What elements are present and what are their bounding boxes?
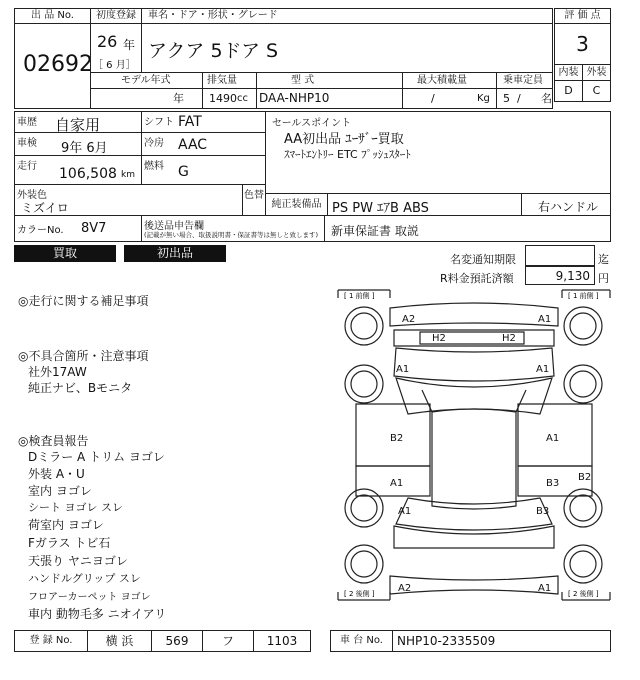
car-desc-label-box: [141, 8, 553, 24]
reg-class-box: [151, 630, 203, 652]
color-no-value: 8V7: [81, 221, 107, 236]
fuel-label: 燃料: [144, 161, 164, 172]
first-listing-bar: [124, 245, 226, 262]
fuel-box: [141, 155, 266, 185]
first-reg-month: ［ 6 月］: [93, 60, 136, 71]
mileage-box: [14, 155, 142, 185]
inspection-label: 車検: [17, 138, 37, 149]
recycle-unit: 円: [598, 272, 609, 285]
inspector-line: フロアーカーペット ヨゴレ: [28, 592, 151, 603]
warranty-box: [324, 215, 611, 242]
exterior-color-value: ミズイロ: [21, 201, 69, 215]
first-reg-label: 初度登録: [96, 10, 136, 21]
chassis-no: NHP10-2335509: [397, 634, 496, 648]
corner-label-rear-right: [ 2 後側 ]: [568, 590, 599, 598]
grade-box: [554, 23, 611, 65]
exterior-grade: C: [592, 84, 601, 97]
max-load-label: 最大積載量: [417, 75, 467, 86]
ac-value: AAC: [178, 137, 208, 153]
equipment-box: [327, 193, 522, 216]
warranty-value: 新車保証書 取説: [331, 224, 419, 238]
interior-label-box: [554, 64, 583, 81]
mark-right-side: B2: [578, 472, 592, 483]
first-reg-year-unit: 年: [123, 38, 136, 52]
equipment-value: PS PW ｴｱB ABS: [332, 201, 429, 216]
recycle-label: R料金預託済額: [440, 272, 514, 285]
displacement-label: 排気量: [207, 75, 237, 86]
recycle-box: [525, 266, 595, 285]
reg-class: 569: [165, 634, 189, 648]
reg-number: 1103: [266, 634, 298, 648]
corner-label-rear-left: [ 2 後側 ]: [344, 590, 375, 598]
mark-rear-bumper-right: A1: [538, 583, 552, 594]
sales-point-line: ｽﾏｰﾄｴﾝﾄﾘｰ ETC ﾌﾟｯｼｭｽﾀｰﾄ: [284, 148, 411, 161]
mark-right-front-door: A1: [546, 433, 560, 444]
mark-left-front-door: B2: [390, 433, 404, 444]
exterior-grade-box: [582, 80, 611, 102]
mark-right-rear-door: B3: [546, 478, 560, 489]
reg-label-box: [14, 630, 88, 652]
capacity-sep: /: [517, 92, 521, 105]
mark-left-rear-fender: A1: [398, 506, 412, 517]
lot-number-box: [14, 23, 91, 109]
interior-grade-box: [554, 80, 583, 102]
grade-label-box: [554, 8, 611, 24]
equipment-label-box: [265, 193, 328, 216]
defect-line: 社外17AW: [28, 365, 87, 379]
shift-box: [141, 111, 266, 133]
mark-front-grille-right: H2: [502, 333, 516, 344]
first-reg-year: 26: [97, 32, 118, 51]
defect-line: 純正ナビ、Bモニタ: [28, 381, 133, 395]
interior-label: 内装: [558, 67, 579, 78]
car-name-box: [141, 23, 553, 73]
mark-left-front-fender: A1: [396, 364, 410, 375]
name-change-unit: 迄: [598, 253, 609, 266]
exterior-color-label: 外装色: [17, 190, 47, 201]
displacement-unit: cc: [237, 93, 248, 104]
capacity-value: 5: [503, 92, 510, 105]
ac-box: [141, 132, 266, 156]
exterior-label-box: [582, 64, 611, 81]
inspector-line: 荷室内 ヨゴレ: [28, 518, 104, 532]
mark-left-rear-door: A1: [390, 478, 404, 489]
reg-area-box: [87, 630, 152, 652]
inspector-line: ハンドルグリップ スレ: [28, 572, 141, 585]
chassis-label-box: [330, 630, 393, 652]
sales-points-label: セールスポイント: [272, 118, 352, 129]
handle-box: [521, 193, 611, 216]
defects-title: ◎不具合箇所・注意事項: [18, 349, 149, 363]
sales-points-box: [265, 111, 611, 194]
post-docs-box: [141, 215, 325, 242]
mark-right-rear-fender: B3: [536, 506, 550, 517]
exterior-color-box: [14, 184, 243, 216]
grade-label: 評 価 点: [564, 10, 601, 21]
exterior-label: 外装: [586, 67, 607, 78]
car-diagram: [334, 286, 614, 604]
history-value: 自家用: [55, 116, 101, 134]
lot-number: 02692: [23, 52, 93, 77]
name-change-box: [525, 245, 595, 266]
model-code: DAA-NHP10: [259, 91, 330, 105]
inspector-title: ◎検査員報告: [18, 434, 89, 448]
mark-front-bumper-left: A2: [402, 314, 416, 325]
buy-label: 買取: [52, 246, 77, 260]
reg-kana: フ: [221, 634, 234, 648]
chassis-label: 車 台 No.: [340, 635, 383, 646]
post-docs-note: (記載が無い場合、取扱説明書・保証書等は無しと致します): [144, 231, 319, 239]
displacement-value: 1490: [209, 92, 237, 105]
mark-front-grille-left: H2: [432, 333, 446, 344]
mileage-label: 走行: [17, 161, 37, 172]
shift-value: FAT: [178, 114, 202, 130]
capacity-label: 乗車定員: [503, 75, 543, 86]
fuel-value: G: [178, 164, 189, 180]
mark-rear-bumper-left: A2: [398, 583, 412, 594]
inspector-line: Dミラー A トリム ヨゴレ: [28, 450, 165, 464]
car-name: アクア 5ドア S: [148, 40, 279, 62]
spec-header-row: [90, 72, 553, 89]
first-reg-label-box: [90, 8, 142, 24]
handle-value: 右ハンドル: [538, 200, 599, 214]
corner-label-front-right: [ 1 前側 ]: [568, 292, 599, 300]
driving-notes-title: ◎走行に関する補足事項: [18, 294, 149, 308]
year-box: [90, 23, 142, 73]
interior-grade: D: [564, 84, 573, 97]
inspector-line: 室内 ヨゴレ: [28, 484, 92, 498]
model-year-label: モデル年式: [121, 75, 171, 86]
inspector-line: 車内 動物毛多 ニオイアリ: [28, 607, 167, 621]
reg-number-box: [253, 630, 311, 652]
name-change-label: 名変通知期限: [450, 253, 516, 266]
model-year-unit: 年: [173, 92, 184, 105]
post-docs-label: 後送品申告欄: [144, 221, 204, 232]
mark-right-front-fender: A1: [536, 364, 550, 375]
sales-point-line: AA初出品 ﾕｰｻﾞｰ買取: [284, 132, 404, 147]
history-label: 車歴: [17, 117, 37, 128]
inspection-value: 9年 6月: [61, 141, 108, 156]
lot-label-box: [14, 8, 91, 24]
lot-label: 出 品 No.: [31, 10, 74, 21]
grade-value: 3: [576, 32, 589, 56]
capacity-unit: 名: [541, 92, 552, 105]
inspection-box: [14, 132, 142, 156]
car-desc-label: 車名・ドア・形状・グレード: [148, 10, 278, 21]
mileage-value: 106,508: [59, 166, 117, 182]
model-label: 型 式: [291, 75, 315, 86]
max-load-unit: Kg: [477, 93, 490, 104]
spec-value-row: [90, 88, 553, 109]
inspector-line: 天張り ヤニヨゴレ: [28, 554, 128, 568]
mileage-unit: km: [121, 170, 135, 180]
color-no-label: カラーNo.: [17, 225, 64, 236]
shift-label: シフト: [144, 117, 174, 128]
chassis-no-box: [392, 630, 611, 652]
mark-front-bumper-right: A1: [538, 314, 552, 325]
equipment-label: 純正装備品: [271, 199, 322, 210]
first-listing-label: 初出品: [156, 246, 193, 260]
buy-bar: [14, 245, 116, 262]
inspector-line: シート ヨゴレ スレ: [28, 501, 123, 514]
reg-label: 登 録 No.: [29, 635, 73, 646]
recycle-value: 9,130: [555, 269, 590, 283]
history-box: [14, 111, 142, 133]
max-load-sep: /: [431, 92, 435, 105]
reg-kana-box: [202, 630, 254, 652]
color-no-box: [14, 215, 142, 242]
color-change-label: 色替: [244, 190, 264, 201]
color-change-box: [242, 184, 266, 216]
inspector-line: Fガラス トビ石: [28, 536, 111, 550]
reg-area: 横 浜: [105, 634, 134, 648]
corner-label-front-left: [ 1 前側 ]: [344, 292, 375, 300]
ac-label: 冷房: [144, 138, 164, 149]
inspector-line: 外装 A・U: [28, 467, 85, 481]
